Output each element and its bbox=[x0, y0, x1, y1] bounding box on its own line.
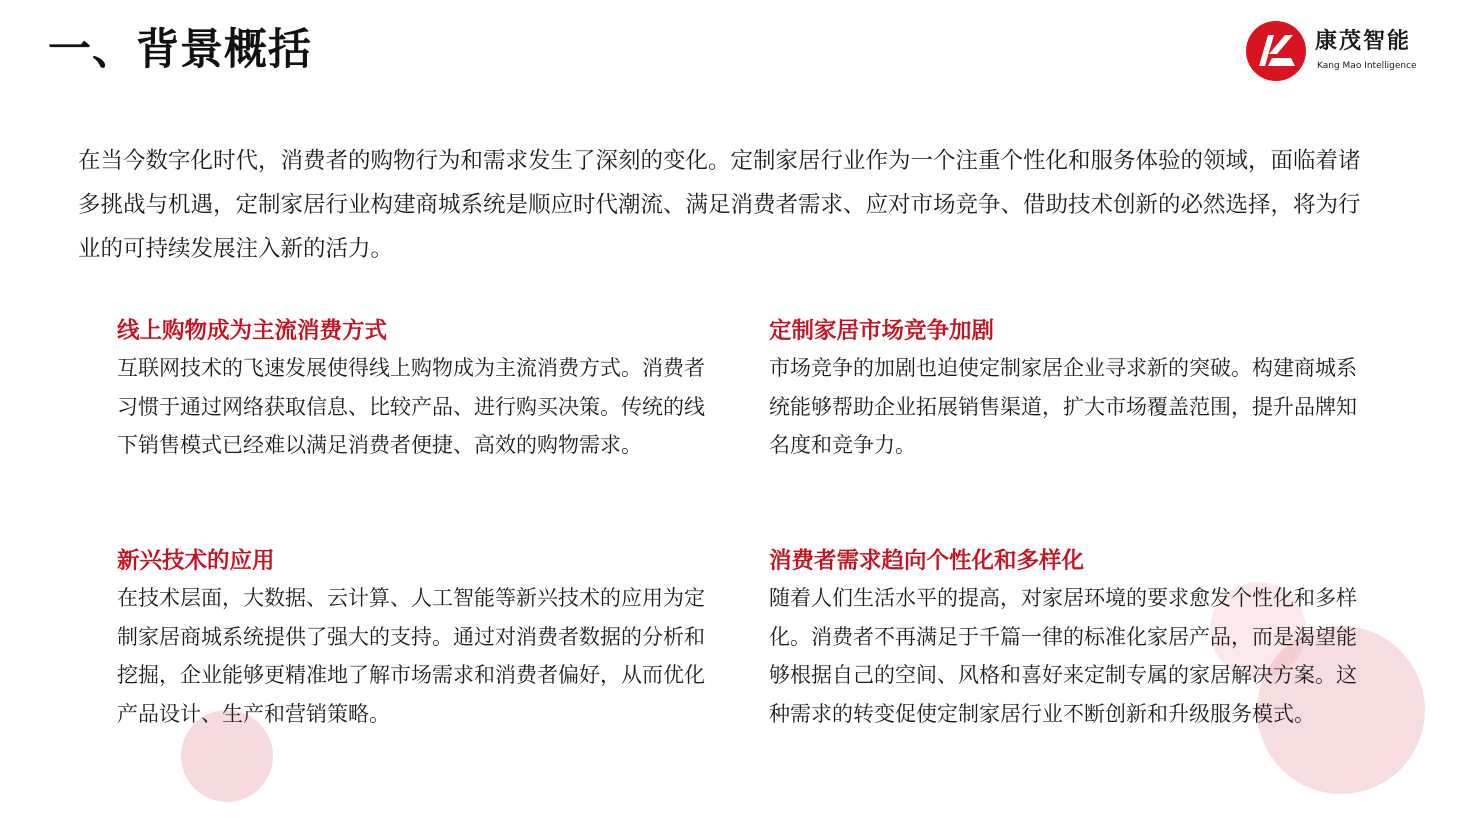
logo-mark-icon bbox=[1245, 20, 1307, 82]
page-title: 一、背景概括 bbox=[48, 25, 312, 75]
section-emerging-tech bbox=[117, 543, 717, 734]
section-market-competition bbox=[769, 313, 1359, 465]
section-body: 市场竞争的加剧也迫使定制家居企业寻求新的突破。构建商城系统能够帮助企业拓展销售渠道，扩大市场覆盖范围，提升品牌知名度和竞争力。 bbox=[769, 356, 1357, 458]
section-heading: 新兴技术的应用 bbox=[117, 548, 275, 574]
section-heading: 线上购物成为主流消费方式 bbox=[117, 318, 388, 344]
section-personalized-demand bbox=[769, 543, 1359, 734]
section-body: 在技术层面，大数据、云计算、人工智能等新兴技术的应用为定制家居商城系统提供了强大的支持。通过对消费者数据的分析和挖掘，企业能够更精准地了解市场需求和消费者偏好，从而优化产品设计、生产和营销策略。 bbox=[117, 586, 705, 727]
company-logo bbox=[1245, 20, 1445, 82]
intro-paragraph: 在当今数字化时代，消费者的购物行为和需求发生了深刻的变化。定制家居行业作为一个注重个性化和服务体验的领域，面临着诸多挑战与机遇，定制家居行业构建商城系统是顺应时代潮流、满足消费者需求、应对市场竞争、借助技术创新的必然选择，将为行业的可持续发展注入新的活力。 bbox=[78, 148, 1361, 262]
section-heading: 消费者需求趋向个性化和多样化 bbox=[769, 548, 1085, 574]
section-heading: 定制家居市场竞争加剧 bbox=[769, 318, 995, 344]
section-body: 随着人们生活水平的提高，对家居环境的要求愈发个性化和多样化。消费者不再满足于千篇一律的标准化家居产品，而是渴望能够根据自己的空间、风格和喜好来定制专属的家居解决方案。这种需求的转变促使定制家居行业不断创新和升级服务模式。 bbox=[769, 586, 1357, 727]
section-online-shopping bbox=[117, 313, 717, 465]
section-body: 互联网技术的飞速发展使得线上购物成为主流消费方式。消费者习惯于通过网络获取信息、比较产品、进行购买决策。传统的线下销售模式已经难以满足消费者便捷、高效的购物需求。 bbox=[117, 356, 705, 458]
logo-subtitle: Kang Mao Intelligence bbox=[1317, 61, 1417, 71]
logo-name: 康茂智能 bbox=[1315, 29, 1412, 54]
